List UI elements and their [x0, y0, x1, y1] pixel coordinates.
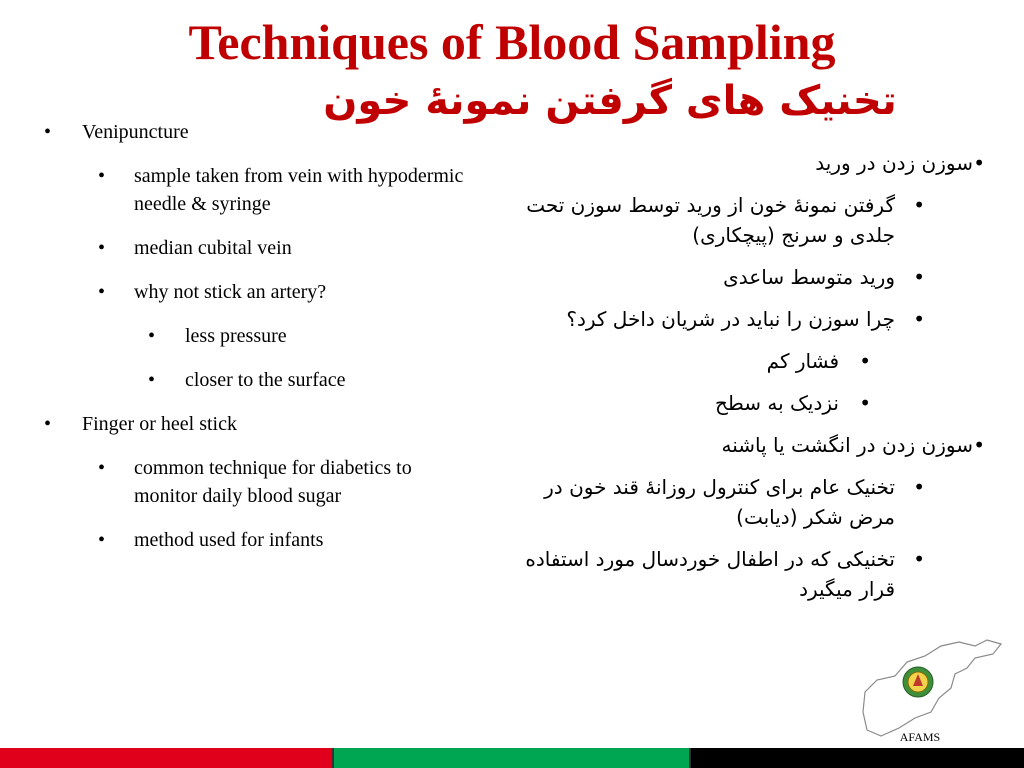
dari-column: [510, 148, 985, 616]
list-item: [510, 262, 985, 292]
list-item-text: فشار کم: [766, 349, 839, 373]
list-item: [40, 410, 480, 438]
list-item-text: تخنیک عام برای کنترول روزانهٔ قند خون در مرض شکر (دیابت): [544, 475, 895, 529]
list-item-text: sample taken from vein with hypodermic needle & syringe: [134, 165, 464, 215]
stripe-divider: [689, 748, 691, 768]
list-item-text: common technique for diabetics to monitor daily blood sugar: [134, 457, 412, 507]
english-column: [40, 118, 480, 570]
list-item-text: تخنیکی که در اطفال خوردسال مورد استفاده قرار میگیرد: [525, 547, 895, 601]
list-item: [40, 118, 480, 146]
list-item-text: سوزن زدن در ورید: [815, 151, 973, 175]
bullet-marker: •: [98, 281, 106, 303]
list-item-text: سوزن زدن در انگشت یا پاشنه: [721, 433, 973, 457]
list-item: [40, 454, 480, 510]
flag-stripe-black: [690, 748, 1024, 768]
logo-label: AFAMS: [899, 730, 941, 744]
bullet-marker: •: [913, 547, 925, 571]
bullet-marker: •: [148, 369, 156, 391]
bullet-marker: •: [913, 475, 925, 499]
dari-bullet-list: [510, 148, 985, 604]
list-item: [40, 162, 480, 218]
list-item-text: less pressure: [185, 325, 287, 347]
list-item: [40, 278, 480, 306]
stripe-divider: [332, 748, 334, 768]
bullet-marker: •: [98, 165, 106, 187]
bullet-marker: •: [913, 307, 925, 331]
bullet-marker: •: [98, 457, 106, 479]
list-item-text: median cubital vein: [134, 237, 292, 259]
bullet-marker: •: [859, 349, 871, 373]
list-item: [510, 544, 985, 604]
list-item: [510, 472, 985, 532]
slide-subtitle: تخنیک های گرفتن نمونهٔ خون: [323, 78, 897, 124]
bullet-marker: •: [859, 391, 871, 415]
list-item: [510, 148, 985, 178]
english-bullet-list: [40, 118, 480, 554]
bullet-marker: •: [98, 237, 106, 259]
list-item: [40, 366, 480, 394]
afams-emblem-icon: [903, 667, 933, 697]
list-item: [40, 526, 480, 554]
flag-stripe-red: [0, 748, 333, 768]
bullet-marker: •: [44, 121, 52, 143]
list-item: [510, 304, 985, 334]
flag-stripe-green: [333, 748, 690, 768]
bullet-marker: •: [913, 265, 925, 289]
list-item: [510, 190, 985, 250]
bullet-marker: •: [973, 433, 985, 457]
list-item-text: closer to the surface: [185, 369, 346, 391]
afghanistan-map-icon: [855, 632, 1005, 742]
list-item: [510, 346, 985, 376]
list-item-text: چرا سوزن را نباید در شریان داخل کرد؟: [566, 307, 895, 331]
slide-title: Techniques of Blood Sampling: [188, 14, 836, 70]
list-item-text: نزدیک به سطح: [714, 391, 839, 415]
list-item-text: Finger or heel stick: [82, 413, 237, 435]
list-item-text: Venipuncture: [82, 121, 189, 143]
bullet-marker: •: [148, 325, 156, 347]
list-item-text: method used for infants: [134, 529, 324, 551]
list-item: [510, 430, 985, 460]
bullet-marker: •: [44, 413, 52, 435]
list-item: [40, 322, 480, 350]
list-item: [40, 234, 480, 262]
bullet-marker: •: [913, 193, 925, 217]
bullet-marker: •: [98, 529, 106, 551]
list-item-text: ورید متوسط ساعدی: [723, 265, 895, 289]
list-item-text: why not stick an artery?: [134, 281, 327, 303]
list-item: [510, 388, 985, 418]
list-item-text: گرفتن نمونهٔ خون از ورید توسط سوزن تحت جلدی و سرنج (پیچکاری): [526, 193, 895, 247]
bullet-marker: •: [973, 151, 985, 175]
